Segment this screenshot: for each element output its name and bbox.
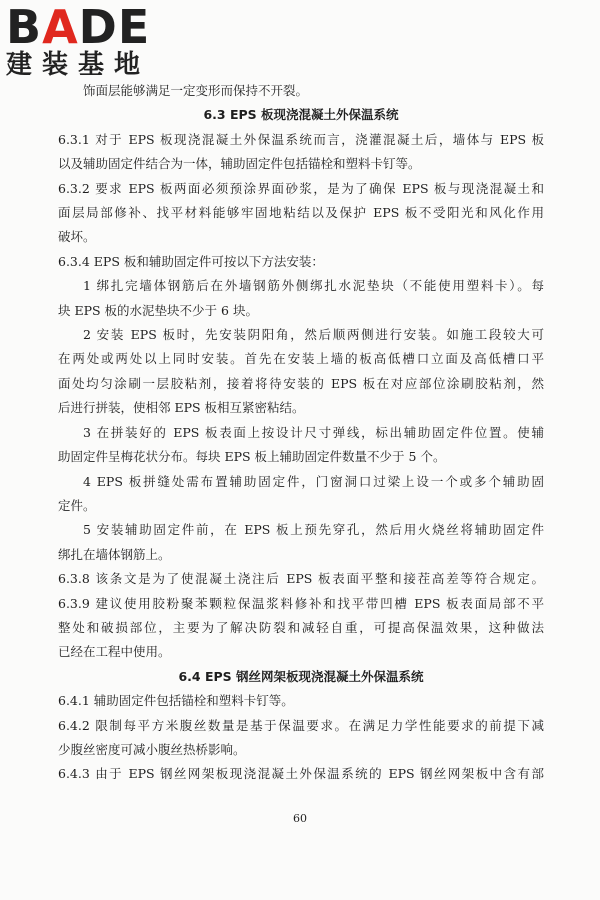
text-line: 块 EPS 板的水泥垫块不少于 6 块。 <box>58 302 258 318</box>
list-item-4: 4 EPS 板拼缝处需布置辅助固定件，门窗洞口过梁上设一个或多个辅助固 <box>83 473 544 489</box>
text-line: 面处均匀涂刷一层胶粘剂，接着将待安装的 EPS 板在对应部位涂刷胶粘剂，然 <box>58 375 544 391</box>
logo-wordmark: BADE <box>6 0 151 54</box>
clause-6-3-9: 6.3.9 建议使用胶粉聚苯颗粒保温浆料修补和找平带凹槽 EPS 板表面局部不平 <box>58 595 544 611</box>
page-number: 60 <box>293 812 307 825</box>
clause-6-3-4: 6.3.4 EPS 板和辅助固定件可按以下方法安装： <box>58 253 324 269</box>
text-line: 整处和破损部位，主要为了解决防裂和减轻自重，可提高保温效果，这种做法 <box>58 619 544 635</box>
list-item-5: 5 安装辅助固定件前，在 EPS 板上预先穿孔，然后用火烧丝将辅助固定件 <box>83 522 544 538</box>
text-line: 已经在工程中使用。 <box>58 644 171 660</box>
text-line: 后进行拼装，使相邻 EPS 板相互紧密粘结。 <box>58 400 305 416</box>
list-item-3: 3 在拼装好的 EPS 板表面上按设计尺寸弹线，标出辅助固定件位置。使辅 <box>83 424 544 440</box>
bade-logo <box>6 0 176 88</box>
text-line: 在两处或两处以上同时安装。首先在安装上墙的板高低槽口立面及高低槽口平 <box>58 351 544 367</box>
text-line: 少腹丝密度可减小腹丝热桥影响。 <box>58 741 246 757</box>
text-line: 饰面层能够满足一定变形而保持不开裂。 <box>83 83 309 98</box>
section-heading-6-3: 6.3 EPS 板现浇混凝土外保温系统 <box>203 107 399 123</box>
text-line: 面层局部修补、找平材料能够牢固地粘结以及保护 EPS 板不受阳光和风化作用 <box>58 205 544 221</box>
logo-subtitle: 建装基地 <box>6 50 151 80</box>
clause-6-4-1: 6.4.1 辅助固定件包括锚栓和塑料卡钉等。 <box>58 693 294 709</box>
text-line: 破坏。 <box>58 229 96 245</box>
text-line: 绑扎在墙体钢筋上。 <box>58 546 171 562</box>
clause-6-3-2: 6.3.2 要求 EPS 板两面必须预涂界面砂浆，是为了确保 EPS 板与现浇混凝土和 <box>58 180 544 196</box>
clause-6-3-8: 6.3.8 该条文是为了使混凝土浇注后 EPS 板表面平整和接茬高差等符合规定。 <box>58 571 544 587</box>
body-text <box>58 79 544 787</box>
clause-6-4-2: 6.4.2 限制每平方米腹丝数量是基于保温要求。在满足力学性能要求的前提下减 <box>58 717 544 733</box>
list-item-1: 1 绑扎完墙体钢筋后在外墙钢筋外侧绑扎水泥垫块（不能使用塑料卡）。每 <box>83 278 544 294</box>
text-line: 定件。 <box>58 497 96 513</box>
section-heading-6-4: 6.4 EPS 钢丝网架板现浇混凝土外保温系统 <box>178 668 424 684</box>
clause-6-3-1: 6.3.1 对于 EPS 板现浇混凝土外保温系统而言，浇灌混凝土后，墙体与 EPS 板 <box>58 131 544 147</box>
clause-6-4-3: 6.4.3 由于 EPS 钢丝网架板现浇混凝土外保温系统的 EPS 钢丝网架板中含有部 <box>58 766 544 782</box>
text-line: 助固定件呈梅花状分布。每块 EPS 板上辅助固定件数量不少于 5 个。 <box>58 449 446 465</box>
list-item-2: 2 安装 EPS 板时，先安装阴阳角，然后顺两侧进行安装。如施工段较大可 <box>83 327 544 343</box>
text-line: 以及辅助固定件结合为一体，辅助固定件包括锚栓和塑料卡钉等。 <box>58 156 421 172</box>
